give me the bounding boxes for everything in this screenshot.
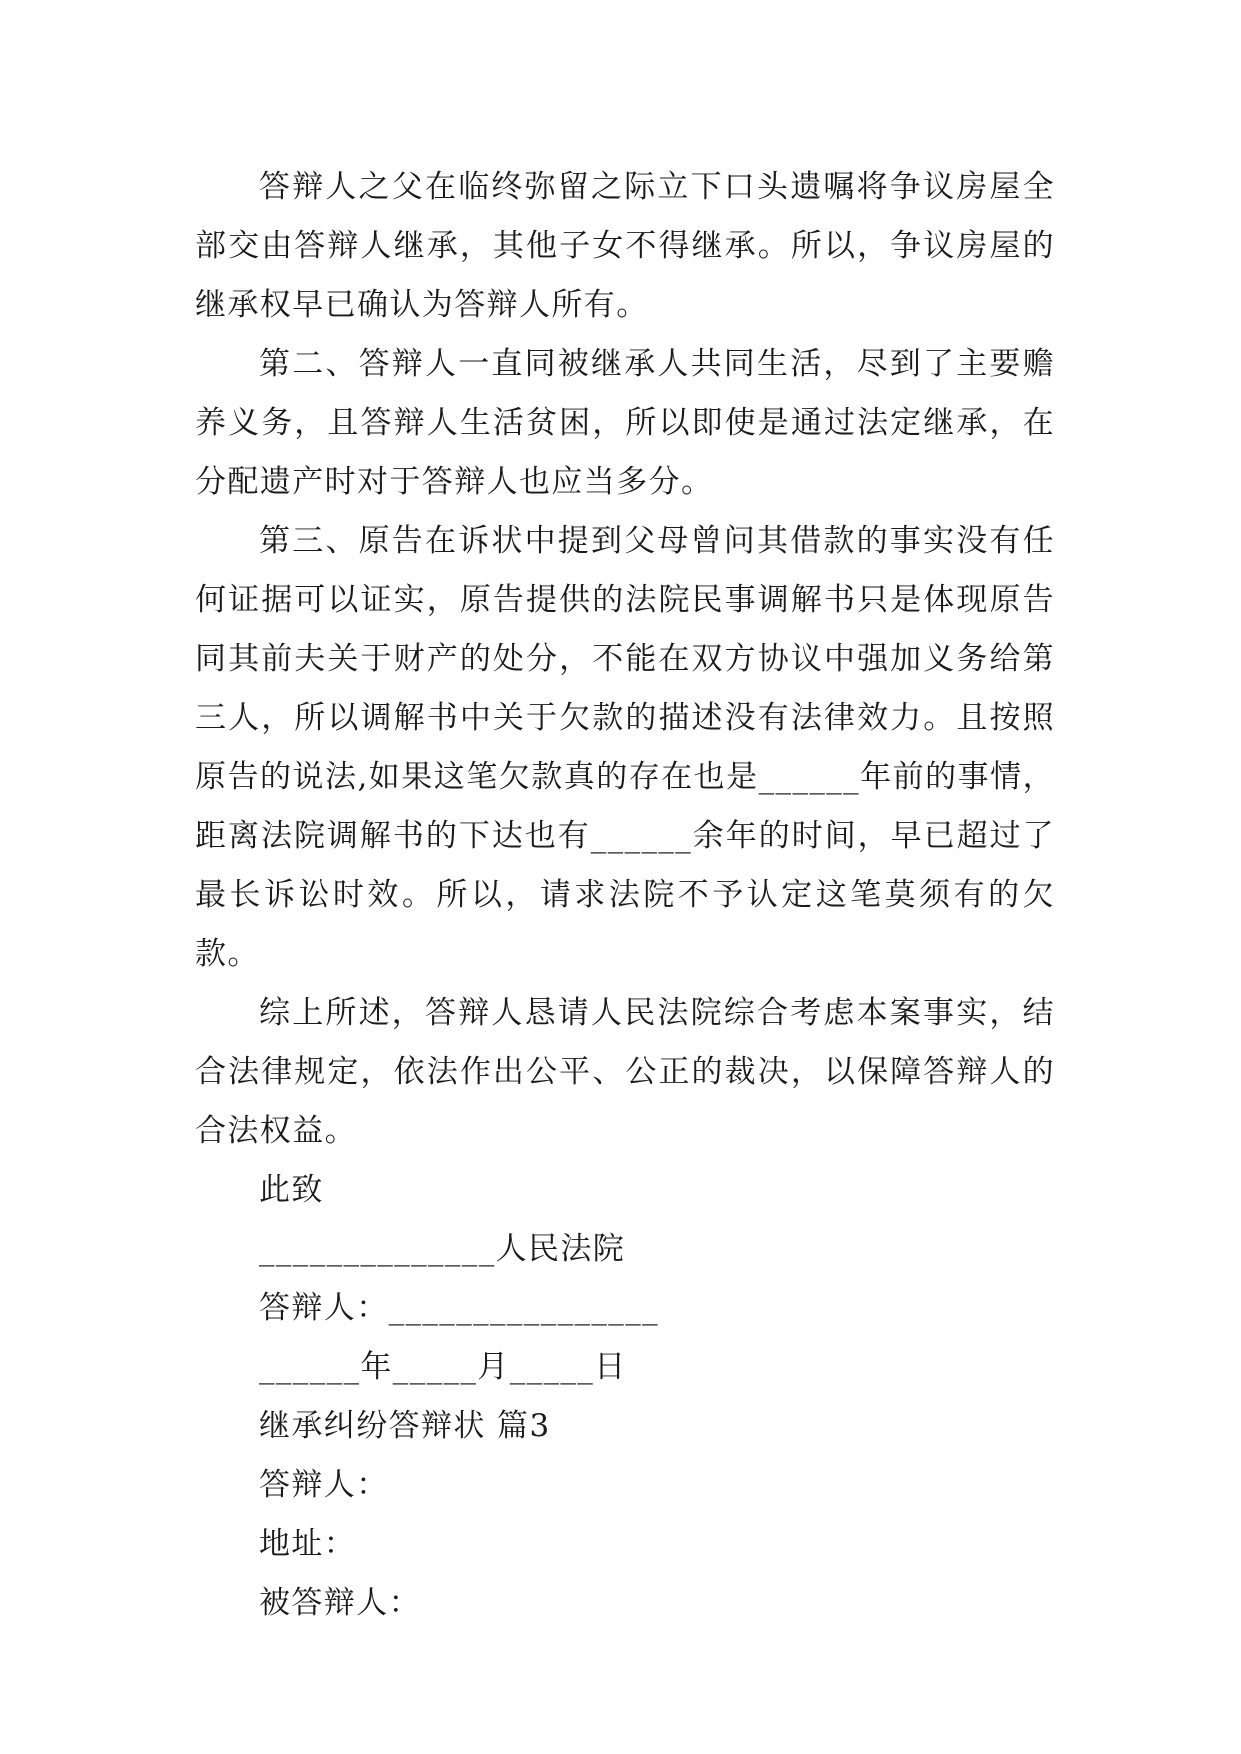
document-body bbox=[195, 158, 1055, 1633]
paragraph-third-point: 第三、原告在诉状中提到父母曾问其借款的事实没有任何证据可以证实，原告提供的法院民事调解书只是体现原告同其前夫关于财产的处分，不能在双方协议中强加义务给第三人，所以调解书中关于欠款的描述没有法律效力。且按照原告的说法,如果这笔欠款真的存在也是______年前的事情，距离法院调解书的下达也有______余年的时间，早已超过了最长诉讼时效。所以，请求法院不予认定这笔莫须有的欠款。 bbox=[195, 523, 1055, 972]
section-heading: 继承纠纷答辩状 篇3 bbox=[259, 1408, 551, 1444]
paragraph-conclusion: 综上所述，答辩人恳请人民法院综合考虑本案事实，结合法律规定，依法作出公平、公正的裁决，以保障答辩人的合法权益。 bbox=[195, 995, 1055, 1149]
salutation: 此致 bbox=[259, 1172, 324, 1208]
respondent-label: 答辩人： bbox=[259, 1467, 389, 1503]
court-name-line: ______________人民法院 bbox=[259, 1231, 626, 1267]
counter-party-label: 被答辩人： bbox=[259, 1585, 421, 1621]
paragraph-second-point: 第二、答辩人一直同被继承人共同生活，尽到了主要赡养义务，且答辩人生活贫困，所以即使是通过法定继承，在分配遗产时对于答辩人也应当多分。 bbox=[195, 346, 1055, 500]
address-label: 地址： bbox=[259, 1526, 357, 1562]
paragraph-inheritance-will: 答辩人之父在临终弥留之际立下口头遗嘱将争议房屋全部交由答辩人继承，其他子女不得继承。所以，争议房屋的继承权早已确认为答辩人所有。 bbox=[195, 169, 1055, 323]
date-line: ______年_____月_____日 bbox=[259, 1349, 627, 1385]
respondent-signature-line: 答辩人：________________ bbox=[259, 1290, 659, 1326]
